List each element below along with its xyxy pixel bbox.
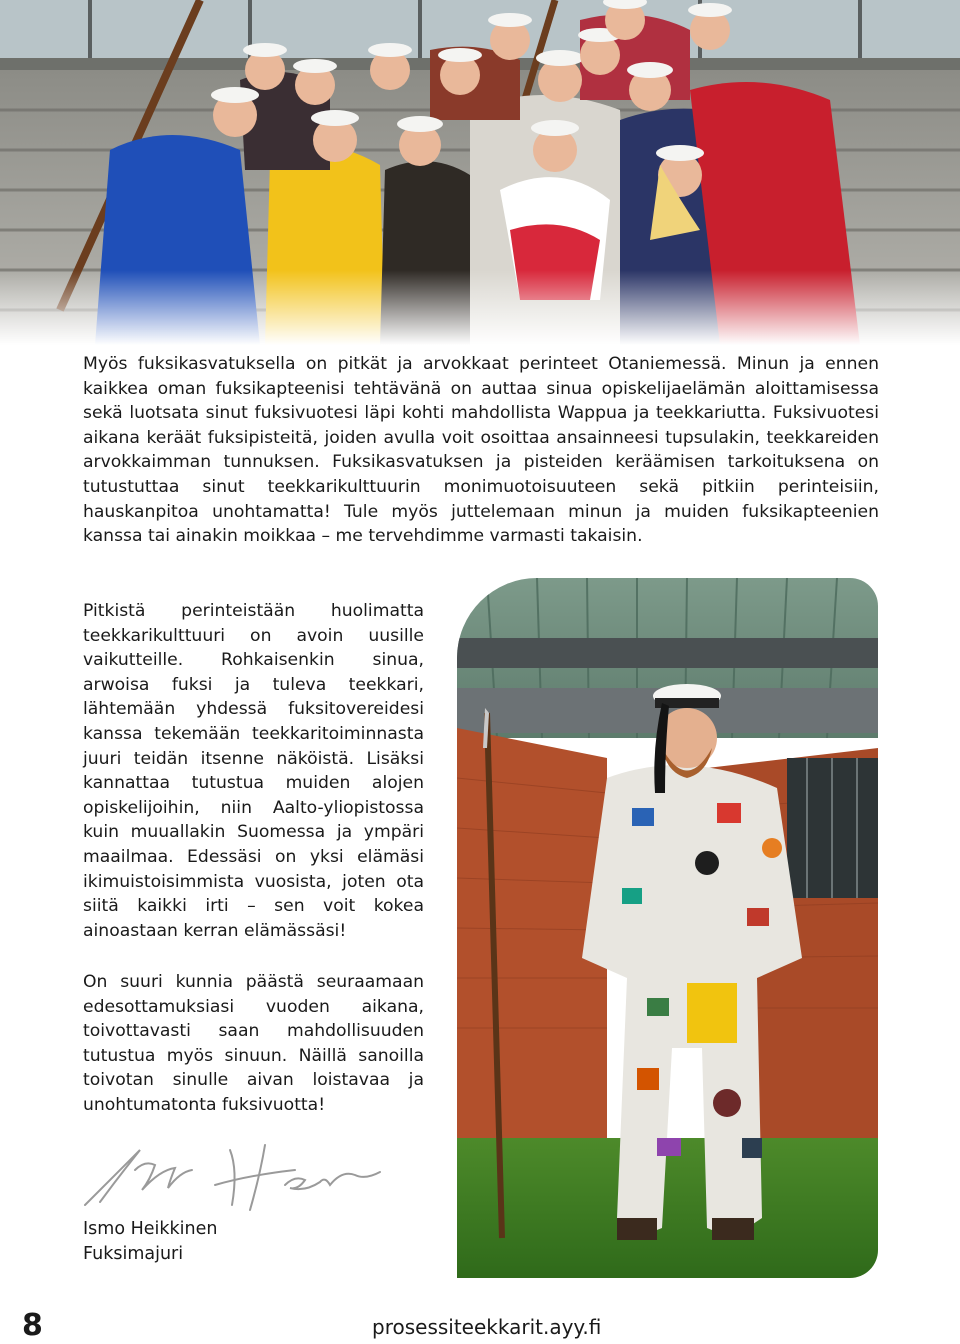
column-paragraph-2: On suuri kunnia päästä seuraamaan edesottamuksiasi vuoden aikana, toivottavasti saan mahdollisuuden tutustua myös sinuun. Näillä sanoilla toivotan sinulle aivan loistavaa ja unohtumatonta fuksivuotta! — [83, 972, 424, 1115]
signature-title: Fuksimajuri — [83, 1244, 184, 1264]
handwritten-signature — [80, 1130, 410, 1215]
footer-url[interactable]: prosessiteekkarit.ayy.fi — [372, 1315, 602, 1339]
intro-paragraph: Myös fuksikasvatuksella on pitkät ja arvokkaat perinteet Otaniemessä. Minun ja ennen kaikkea oman fuksikapteenisi tehtävänä on auttaa sinua opiskelijaelämän aloittamisessa sekä luotsata sinut fuksivuotesi läpi kohti mahdollista Wappua ja teekkariutta. Fuksivuotesi aikana keräät fuksipisteitä, joiden avulla voit osoittaa ansainneesi tupsulakin, teekkareiden arvokkaimman tunnuksen. Fuksikasvatuksen ja pisteiden keräämisen tarkoituksena on tutustuttaa sinut teekkarikulttuurin monimuotoisuuteen sekä pitkiin perinteisiin, hauskanpitoa unohtamatta! Tule myös juttelemaan minun ja muiden fuksikapteenien kanssa tai ainakin moikkaa – me tervehdimme varmasti takaisin. — [83, 354, 879, 547]
portrait-photo — [457, 578, 878, 1278]
column-paragraph-1: Pitkistä perinteistään huolimatta teekkarikulttuuri on avoin uusille vaikutteille. Rohkaisenkin sinua, arwoisa fuksi ja tuleva teekkari, lähtemään yhdessä fuksitovereidesi kanssa tekemään teekkaritoiminnasta juuri teidän itsenne näköistä. Lisäksi kannattaa tutustua muiden alojen opiskelijoihin, niin Aalto-yliopistossa kuin muuallakin Suomessa ja ympäri maailmaa. Edessäsi on yksi elämäsi ikimuistoisimmista vuosista, joten ota siitä kaikki irti – sen voit kokea ainoastaan kerran elämässäsi! — [83, 601, 424, 941]
group-photo — [0, 0, 960, 345]
page-number: 8 — [22, 1308, 43, 1343]
signature-name: Ismo Heikkinen — [83, 1219, 218, 1239]
